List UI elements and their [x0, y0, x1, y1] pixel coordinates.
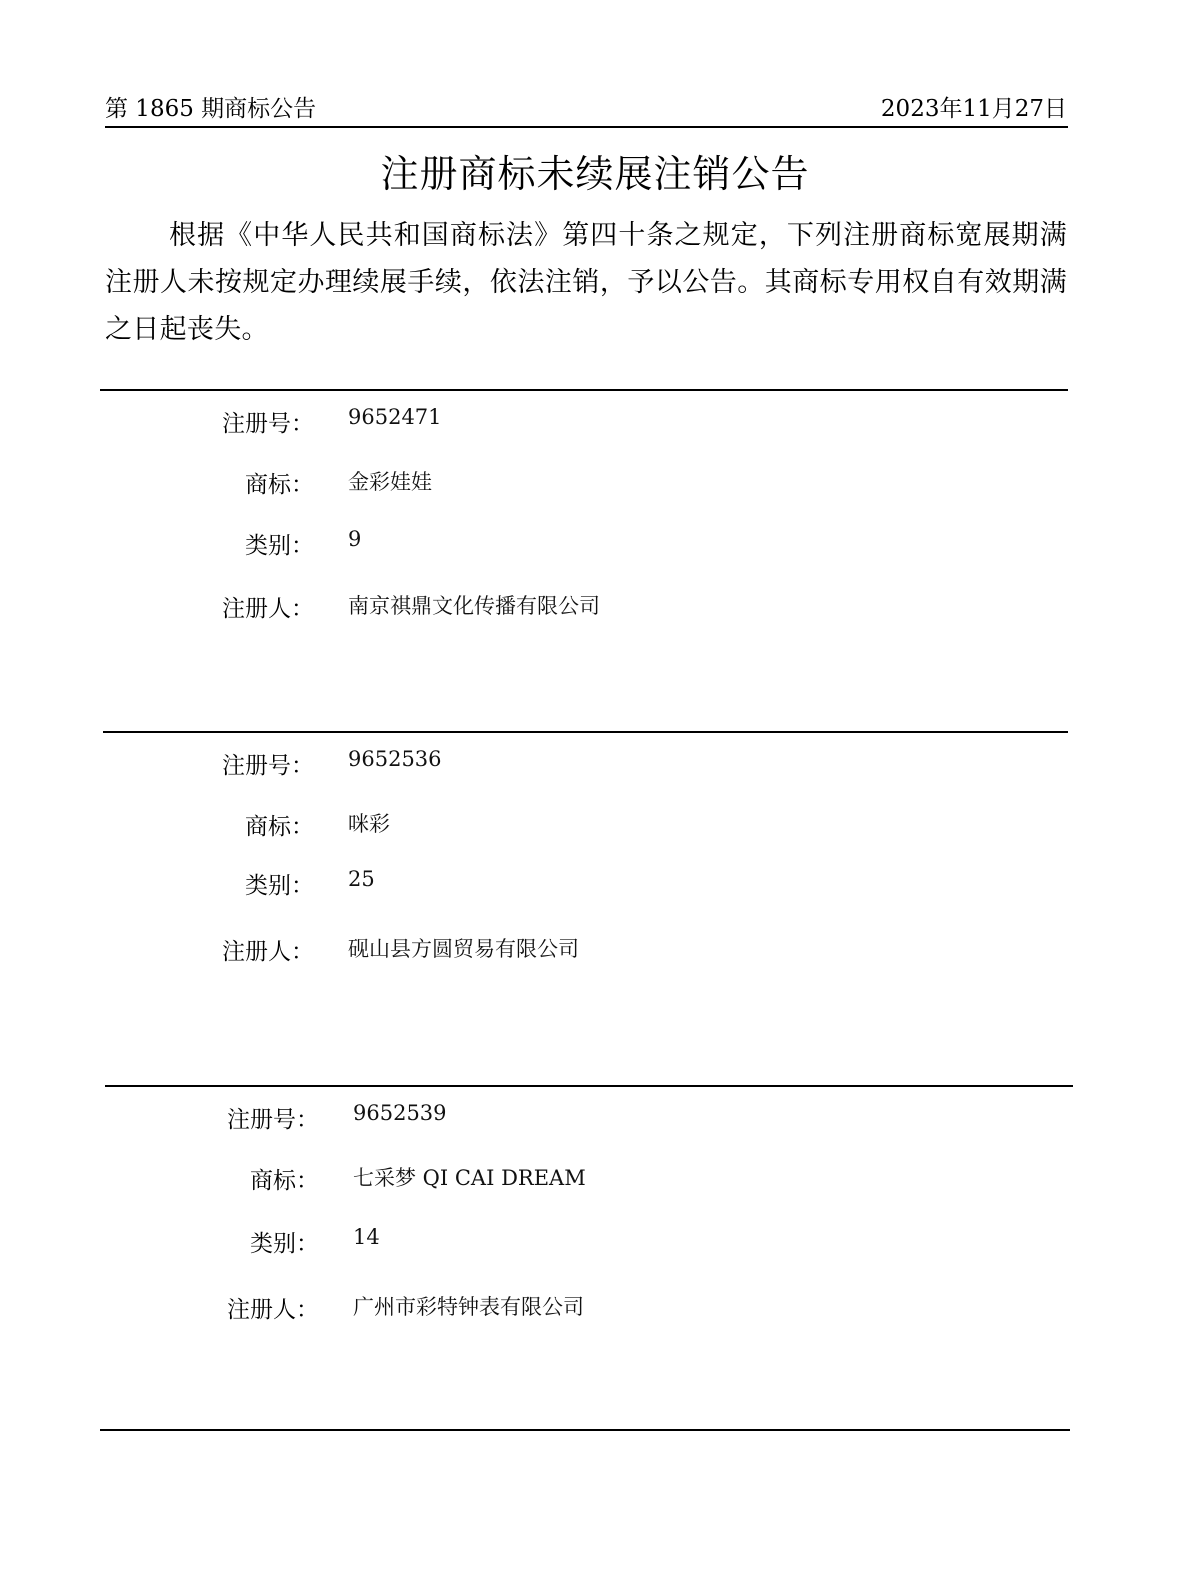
entry-divider: [100, 1429, 1070, 1431]
registrant-label: 注册人：: [222, 596, 314, 622]
reg-no-value: 9652471: [348, 405, 442, 429]
mark-label: 商标：: [250, 1168, 319, 1194]
entry-divider: [103, 731, 1068, 733]
mark-value: 金彩娃娃: [348, 470, 432, 494]
reg-no-row: [0, 1101, 1190, 1141]
issue-number: 第 1865 期商标公告: [105, 96, 317, 122]
class-value: 14: [353, 1225, 380, 1249]
class-label: 类别：: [250, 1231, 319, 1257]
entry-divider: [105, 1085, 1073, 1087]
registrant-row: [0, 590, 1190, 630]
mark-row: [0, 1162, 1190, 1202]
issue-date: 2023年11月27日: [880, 96, 1067, 122]
reg-no-label: 注册号：: [227, 1107, 319, 1133]
page-title: 注册商标未续展注销公告: [380, 152, 810, 196]
class-row: [0, 1225, 1190, 1265]
reg-no-row: [0, 747, 1190, 787]
reg-no-value: 9652539: [353, 1101, 447, 1125]
class-label: 类别：: [245, 533, 314, 559]
reg-no-label: 注册号：: [222, 411, 314, 437]
mark-row: [0, 466, 1190, 506]
registrant-value: 南京祺鼎文化传播有限公司: [348, 594, 600, 618]
class-label: 类别：: [245, 873, 314, 899]
registrant-value: 广州市彩特钟表有限公司: [353, 1295, 584, 1319]
registrant-row: [0, 933, 1190, 973]
mark-row: [0, 808, 1190, 848]
entry-divider: [100, 389, 1068, 391]
class-row: [0, 527, 1190, 567]
header-divider: [105, 126, 1068, 128]
registrant-label: 注册人：: [222, 939, 314, 965]
mark-label: 商标：: [245, 814, 314, 840]
reg-no-row: [0, 405, 1190, 445]
registrant-row: [0, 1291, 1190, 1331]
mark-value: 七采梦 QI CAI DREAM: [353, 1166, 586, 1190]
class-value: 25: [348, 867, 375, 891]
registrant-label: 注册人：: [227, 1297, 319, 1323]
class-row: [0, 867, 1190, 907]
page-header: [105, 90, 1067, 126]
registrant-value: 砚山县方圆贸易有限公司: [348, 937, 579, 961]
intro-paragraph: 根据《中华人民共和国商标法》第四十条之规定，下列注册商标宽展期满注册人未按规定办理续展手续，依法注销，予以公告。其商标专用权自有效期满之日起丧失。: [105, 220, 1067, 345]
mark-label: 商标：: [245, 472, 314, 498]
class-value: 9: [348, 527, 362, 551]
reg-no-value: 9652536: [348, 747, 442, 771]
mark-value: 咪彩: [348, 812, 390, 836]
reg-no-label: 注册号：: [222, 753, 314, 779]
